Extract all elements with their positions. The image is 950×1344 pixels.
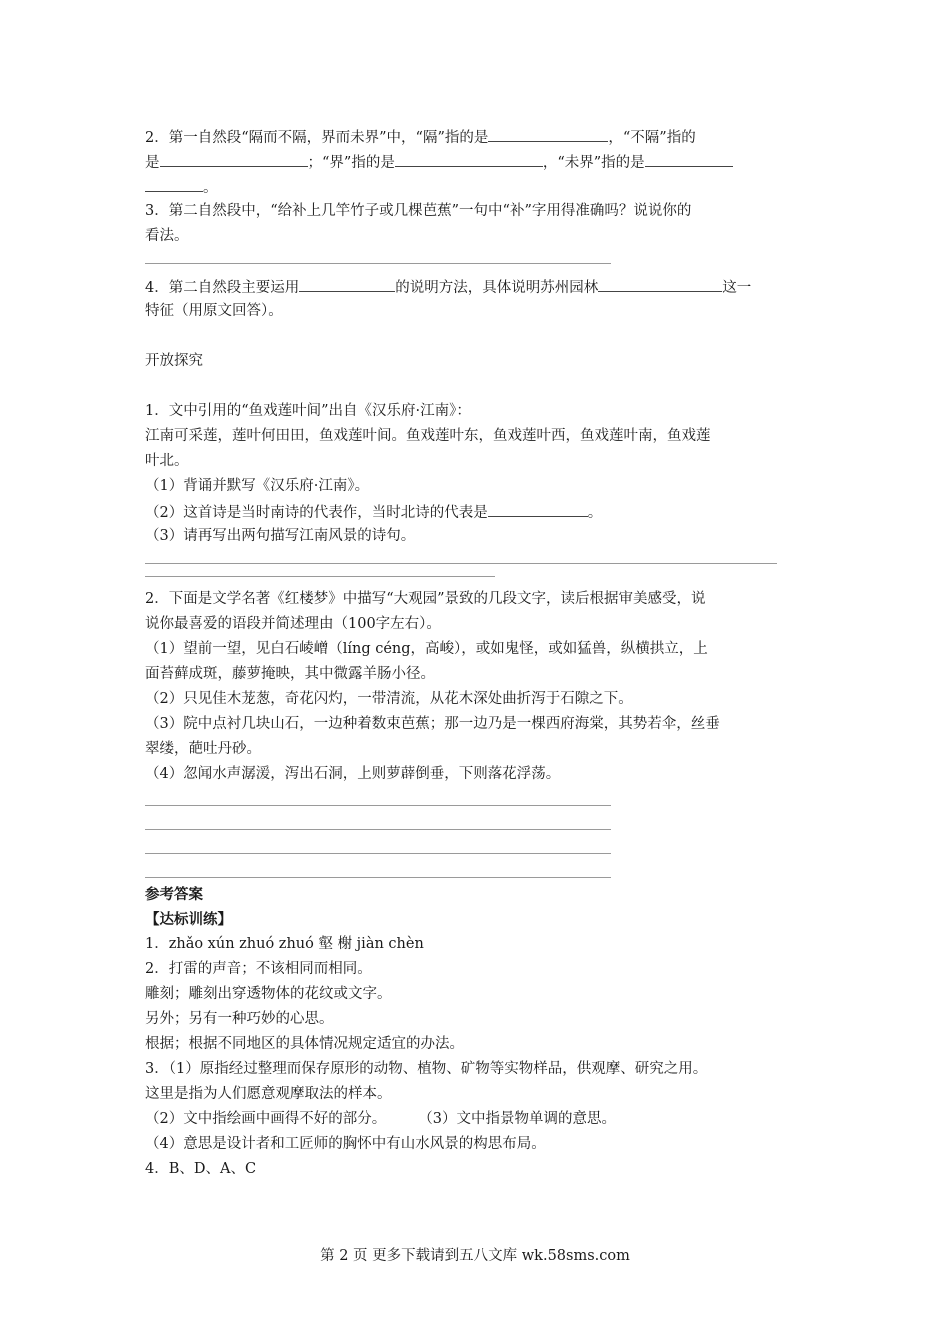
- answer-line[interactable]: [145, 805, 611, 806]
- question-4-text: 4．第二自然段主要运用: [145, 280, 300, 296]
- answer-1: 1．zhǎo xún zhuó zhuó 壑 榭 jiàn chèn: [145, 936, 424, 952]
- question-2-line-2: [145, 149, 807, 174]
- answer-4: 4．B、D、A、C: [145, 1161, 257, 1177]
- question-2-line-3: [145, 174, 807, 199]
- answer-2c: 另外；另有一种巧妙的心思。: [145, 1011, 334, 1027]
- answer-2d: 根据；根据不同地区的具体情况规定适宜的办法。: [145, 1036, 464, 1052]
- answer-3-part-3: （3）文中指景物单调的意思。: [418, 1111, 616, 1127]
- passage-3-line-2: 翠缕，葩吐丹砂。: [145, 741, 261, 757]
- answer-2b: 雕刻；雕刻出穿透物体的花纹或文字。: [145, 986, 392, 1002]
- question-2-line-1: [145, 124, 807, 149]
- sub-question-text: 。: [587, 505, 603, 521]
- page-footer: 第 2 页 更多下载请到五八文库 wk.58sms.com: [320, 1248, 630, 1264]
- poem-line-1: 江南可采莲，莲叶何田田，鱼戏莲叶间。鱼戏莲叶东，鱼戏莲叶西，鱼戏莲叶南，鱼戏莲: [145, 428, 711, 444]
- answer-3-parts-2-3: [145, 1107, 807, 1132]
- question-4-line-2: 特征（用原文回答）。: [145, 303, 283, 319]
- answer-3-line-1: 3．（1）原指经过整理而保存原形的动物、植物、矿物等实物样品，供观摩、研究之用。: [145, 1061, 708, 1077]
- open-question-2-line-1: 2．下面是文学名著《红楼梦》中描写“大观园”景致的几段文字，读后根据审美感受，说: [145, 591, 706, 607]
- poem-line-2: 叶北。: [145, 453, 189, 469]
- answer-blank[interactable]: [145, 174, 203, 192]
- answer-blank[interactable]: [395, 149, 543, 167]
- answer-3-line-2: 这里是指为人们愿意观摩取法的样本。: [145, 1086, 392, 1102]
- answer-line[interactable]: [145, 263, 611, 264]
- answer-line[interactable]: [145, 853, 611, 854]
- question-2-text: 2．第一自然段“隔而不隔，界而未界”中，“隔”指的是: [145, 130, 489, 146]
- answer-blank[interactable]: [645, 149, 733, 167]
- question-4-line-1: [145, 274, 807, 299]
- open-question-1-sub-2: [145, 499, 807, 524]
- answers-title: 参考答案: [145, 886, 203, 903]
- document-page: [145, 124, 807, 1182]
- answer-line[interactable]: [145, 576, 495, 577]
- question-2-text: 是: [145, 155, 160, 171]
- answers-subtitle: 【达标训练】: [145, 911, 232, 928]
- answer-line[interactable]: [145, 877, 611, 878]
- section-title-open-inquiry: 开放探究: [145, 353, 203, 369]
- answer-3-part-2: （2）文中指绘画中画得不好的部分。: [145, 1111, 387, 1127]
- answer-line[interactable]: [145, 829, 611, 830]
- answer-blank[interactable]: [488, 124, 608, 142]
- question-4-text: 这一: [722, 280, 752, 296]
- open-question-1-sub-3: （3）请再写出两句描写江南风景的诗句。: [145, 528, 416, 544]
- answer-blank[interactable]: [299, 274, 395, 292]
- answer-blank[interactable]: [488, 499, 588, 517]
- answer-3-part-4: （4）意思是设计者和工匠师的胸怀中有山水风景的构思布局。: [145, 1136, 546, 1152]
- sub-question-text: （2）这首诗是当时南诗的代表作，当时北诗的代表是: [145, 505, 488, 521]
- open-question-1-intro: 1．文中引用的“鱼戏莲叶间”出自《汉乐府·江南》：: [145, 403, 471, 419]
- answer-line[interactable]: [145, 563, 777, 564]
- question-2-text: ，“未界”指的是: [542, 155, 645, 171]
- question-3-line-2: 看法。: [145, 228, 189, 244]
- question-4-text: 的说明方法，具体说明苏州园林: [395, 280, 599, 296]
- passage-1-line-1: （1）望前一望，见白石崚嶒（líng céng，高峻），或如鬼怪，或如猛兽，纵横拱立，上: [145, 641, 708, 657]
- answer-blank[interactable]: [598, 274, 722, 292]
- passage-4: （4）忽闻水声潺湲，泻出石洞，上则萝薜倒垂，下则落花浮荡。: [145, 766, 561, 782]
- answer-blank[interactable]: [160, 149, 308, 167]
- question-3-line-1: 3．第二自然段中，“给补上几竿竹子或几棵芭蕉”一句中“补”字用得准确吗？说说你的: [145, 203, 692, 219]
- question-2-text: ；“界”指的是: [307, 155, 395, 171]
- passage-2: （2）只见佳木茏葱，奇花闪灼，一带清流，从花木深处曲折泻于石隙之下。: [145, 691, 633, 707]
- open-question-2-line-2: 说你最喜爱的语段并简述理由（100字左右）。: [145, 616, 441, 632]
- answer-2: 2．打雷的声音；不该相同而相同。: [145, 961, 372, 977]
- passage-3-line-1: （3）院中点衬几块山石，一边种着数束芭蕉；那一边乃是一棵西府海棠，其势若伞，丝垂: [145, 716, 720, 732]
- question-2-text: ，“不隔”指的: [608, 130, 696, 146]
- question-2-text: 。: [203, 180, 218, 196]
- open-question-1-sub-1: （1）背诵并默写《汉乐府·江南》。: [145, 478, 370, 494]
- passage-1-line-2: 面苔藓成斑，藤萝掩映，其中微露羊肠小径。: [145, 666, 435, 682]
